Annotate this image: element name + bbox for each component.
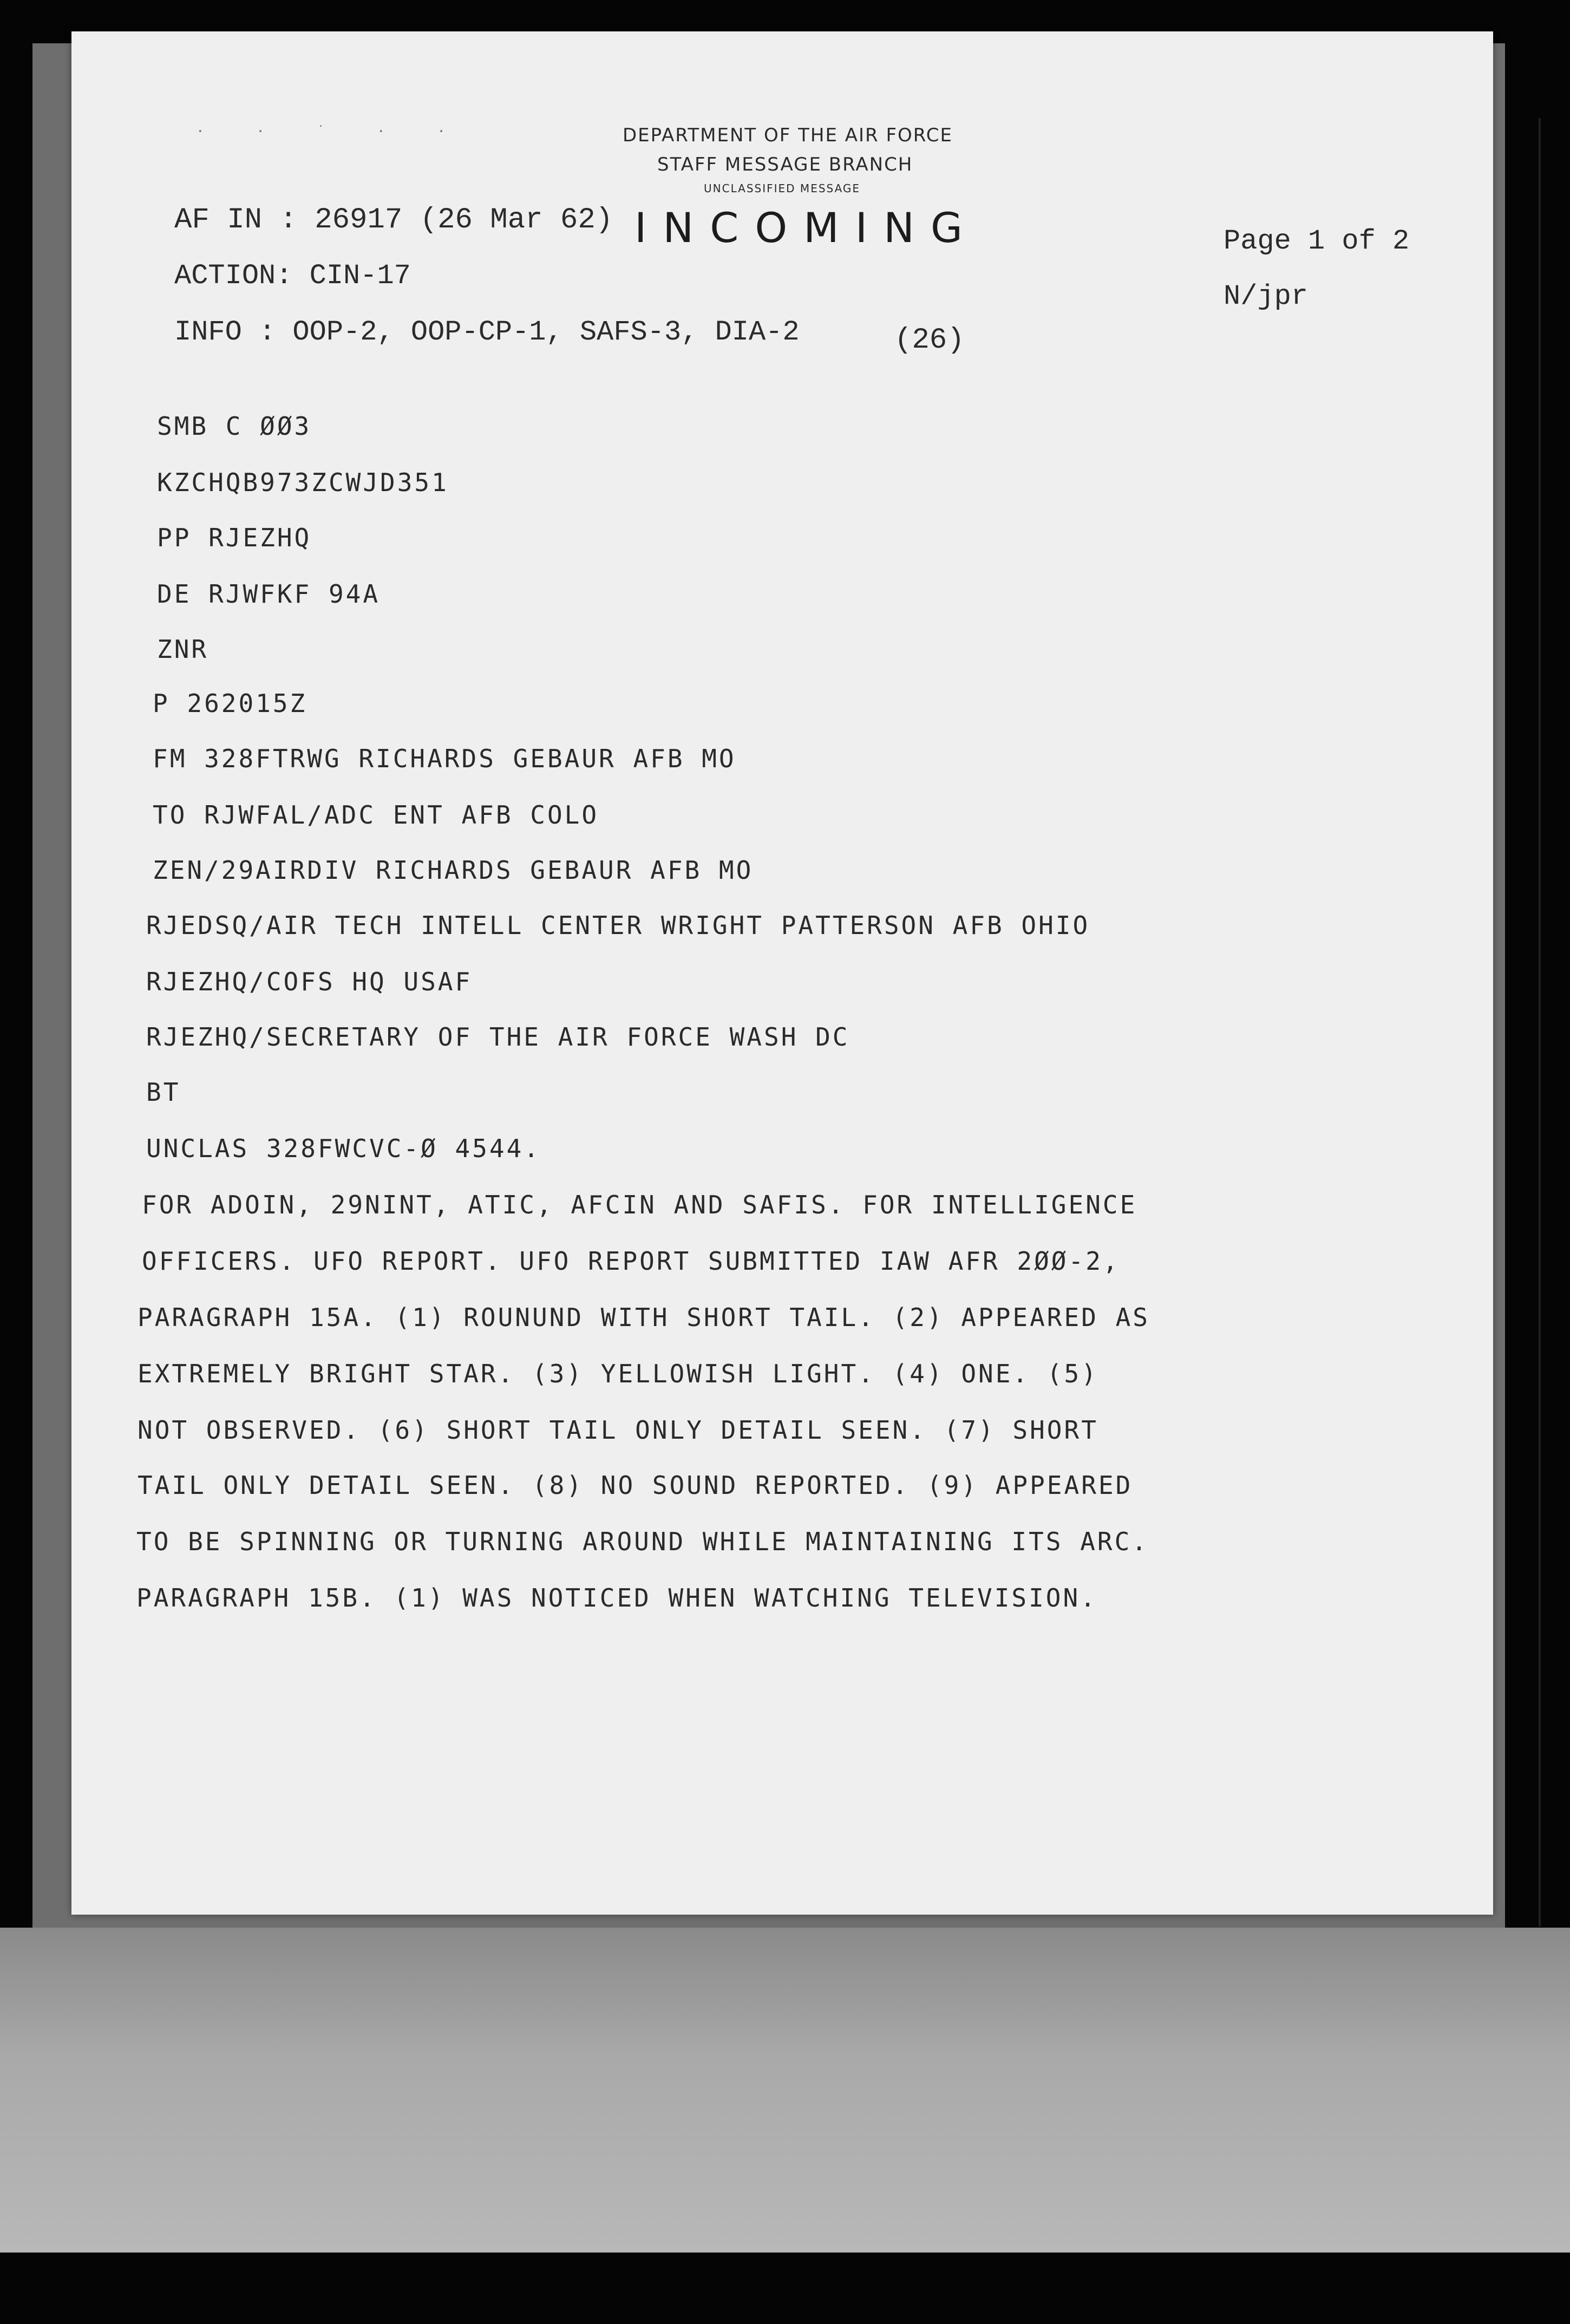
- af-in-line: AF IN : 26917 (26 Mar 62): [174, 204, 613, 237]
- classification-heading: UNCLASSIFIED MESSAGE: [704, 182, 861, 195]
- message-line: TO RJWFAL/ADC ENT AFB COLO: [153, 800, 599, 830]
- message-line: OFFICERS. UFO REPORT. UFO REPORT SUBMITTED IAW AFR 2ØØ-2,: [142, 1246, 1120, 1276]
- info-count: (26): [894, 324, 965, 357]
- branch-heading: STAFF MESSAGE BRANCH: [657, 154, 913, 175]
- message-line: TAIL ONLY DETAIL SEEN. (8) NO SOUND REPORTED. (9) APPEARED: [138, 1471, 1133, 1500]
- message-line: KZCHQB973ZCWJD351: [157, 468, 449, 497]
- message-line: EXTREMELY BRIGHT STAR. (3) YELLOWISH LIGHT. (4) ONE. (5): [138, 1359, 1098, 1388]
- message-line: ZNR: [157, 635, 209, 664]
- page-number: Page 1 of 2: [1224, 225, 1410, 257]
- scan-specks: · · ˙ · ·: [196, 123, 467, 140]
- message-line: DE RJWFKF 94A: [157, 579, 381, 609]
- message-line: FOR ADOIN, 29NINT, ATIC, AFCIN AND SAFIS. FOR INTELLIGENCE: [142, 1190, 1137, 1219]
- message-line: ZEN/29AIRDIV RICHARDS GEBAUR AFB MO: [153, 856, 754, 885]
- message-line: PARAGRAPH 15B. (1) WAS NOTICED WHEN WATCHING TELEVISION.: [136, 1583, 1097, 1613]
- message-line: P 262015Z: [153, 689, 308, 718]
- department-heading: DEPARTMENT OF THE AIR FORCE: [623, 125, 953, 146]
- message-line: NOT OBSERVED. (6) SHORT TAIL ONLY DETAIL SEEN. (7) SHORT: [138, 1415, 1098, 1445]
- message-line: BT: [146, 1078, 181, 1107]
- incoming-title: INCOMING: [634, 204, 979, 252]
- message-line: FM 328FTRWG RICHARDS GEBAUR AFB MO: [153, 744, 736, 773]
- message-line: RJEDSQ/AIR TECH INTELL CENTER WRIGHT PATTERSON AFB OHIO: [146, 911, 1090, 940]
- message-line: PP RJEZHQ: [157, 523, 312, 552]
- message-line: UNCLAS 328FWCVC-Ø 4544.: [146, 1134, 541, 1163]
- page-edge-line: [1539, 118, 1541, 1927]
- info-line: INFO : OOP-2, OOP-CP-1, SAFS-3, DIA-2: [174, 316, 800, 348]
- action-line: ACTION: CIN-17: [174, 260, 411, 292]
- message-line: SMB C ØØ3: [157, 412, 312, 441]
- message-line: RJEZHQ/COFS HQ USAF: [146, 967, 473, 996]
- clerk-initials: N/jpr: [1224, 280, 1309, 312]
- message-line: RJEZHQ/SECRETARY OF THE AIR FORCE WASH DC: [146, 1022, 850, 1052]
- message-page: [71, 31, 1493, 1915]
- message-line: PARAGRAPH 15A. (1) ROUNUND WITH SHORT TAIL. (2) APPEARED AS: [138, 1303, 1150, 1332]
- scan-background: [0, 1928, 1570, 2253]
- message-line: TO BE SPINNING OR TURNING AROUND WHILE MAINTAINING ITS ARC.: [136, 1527, 1149, 1556]
